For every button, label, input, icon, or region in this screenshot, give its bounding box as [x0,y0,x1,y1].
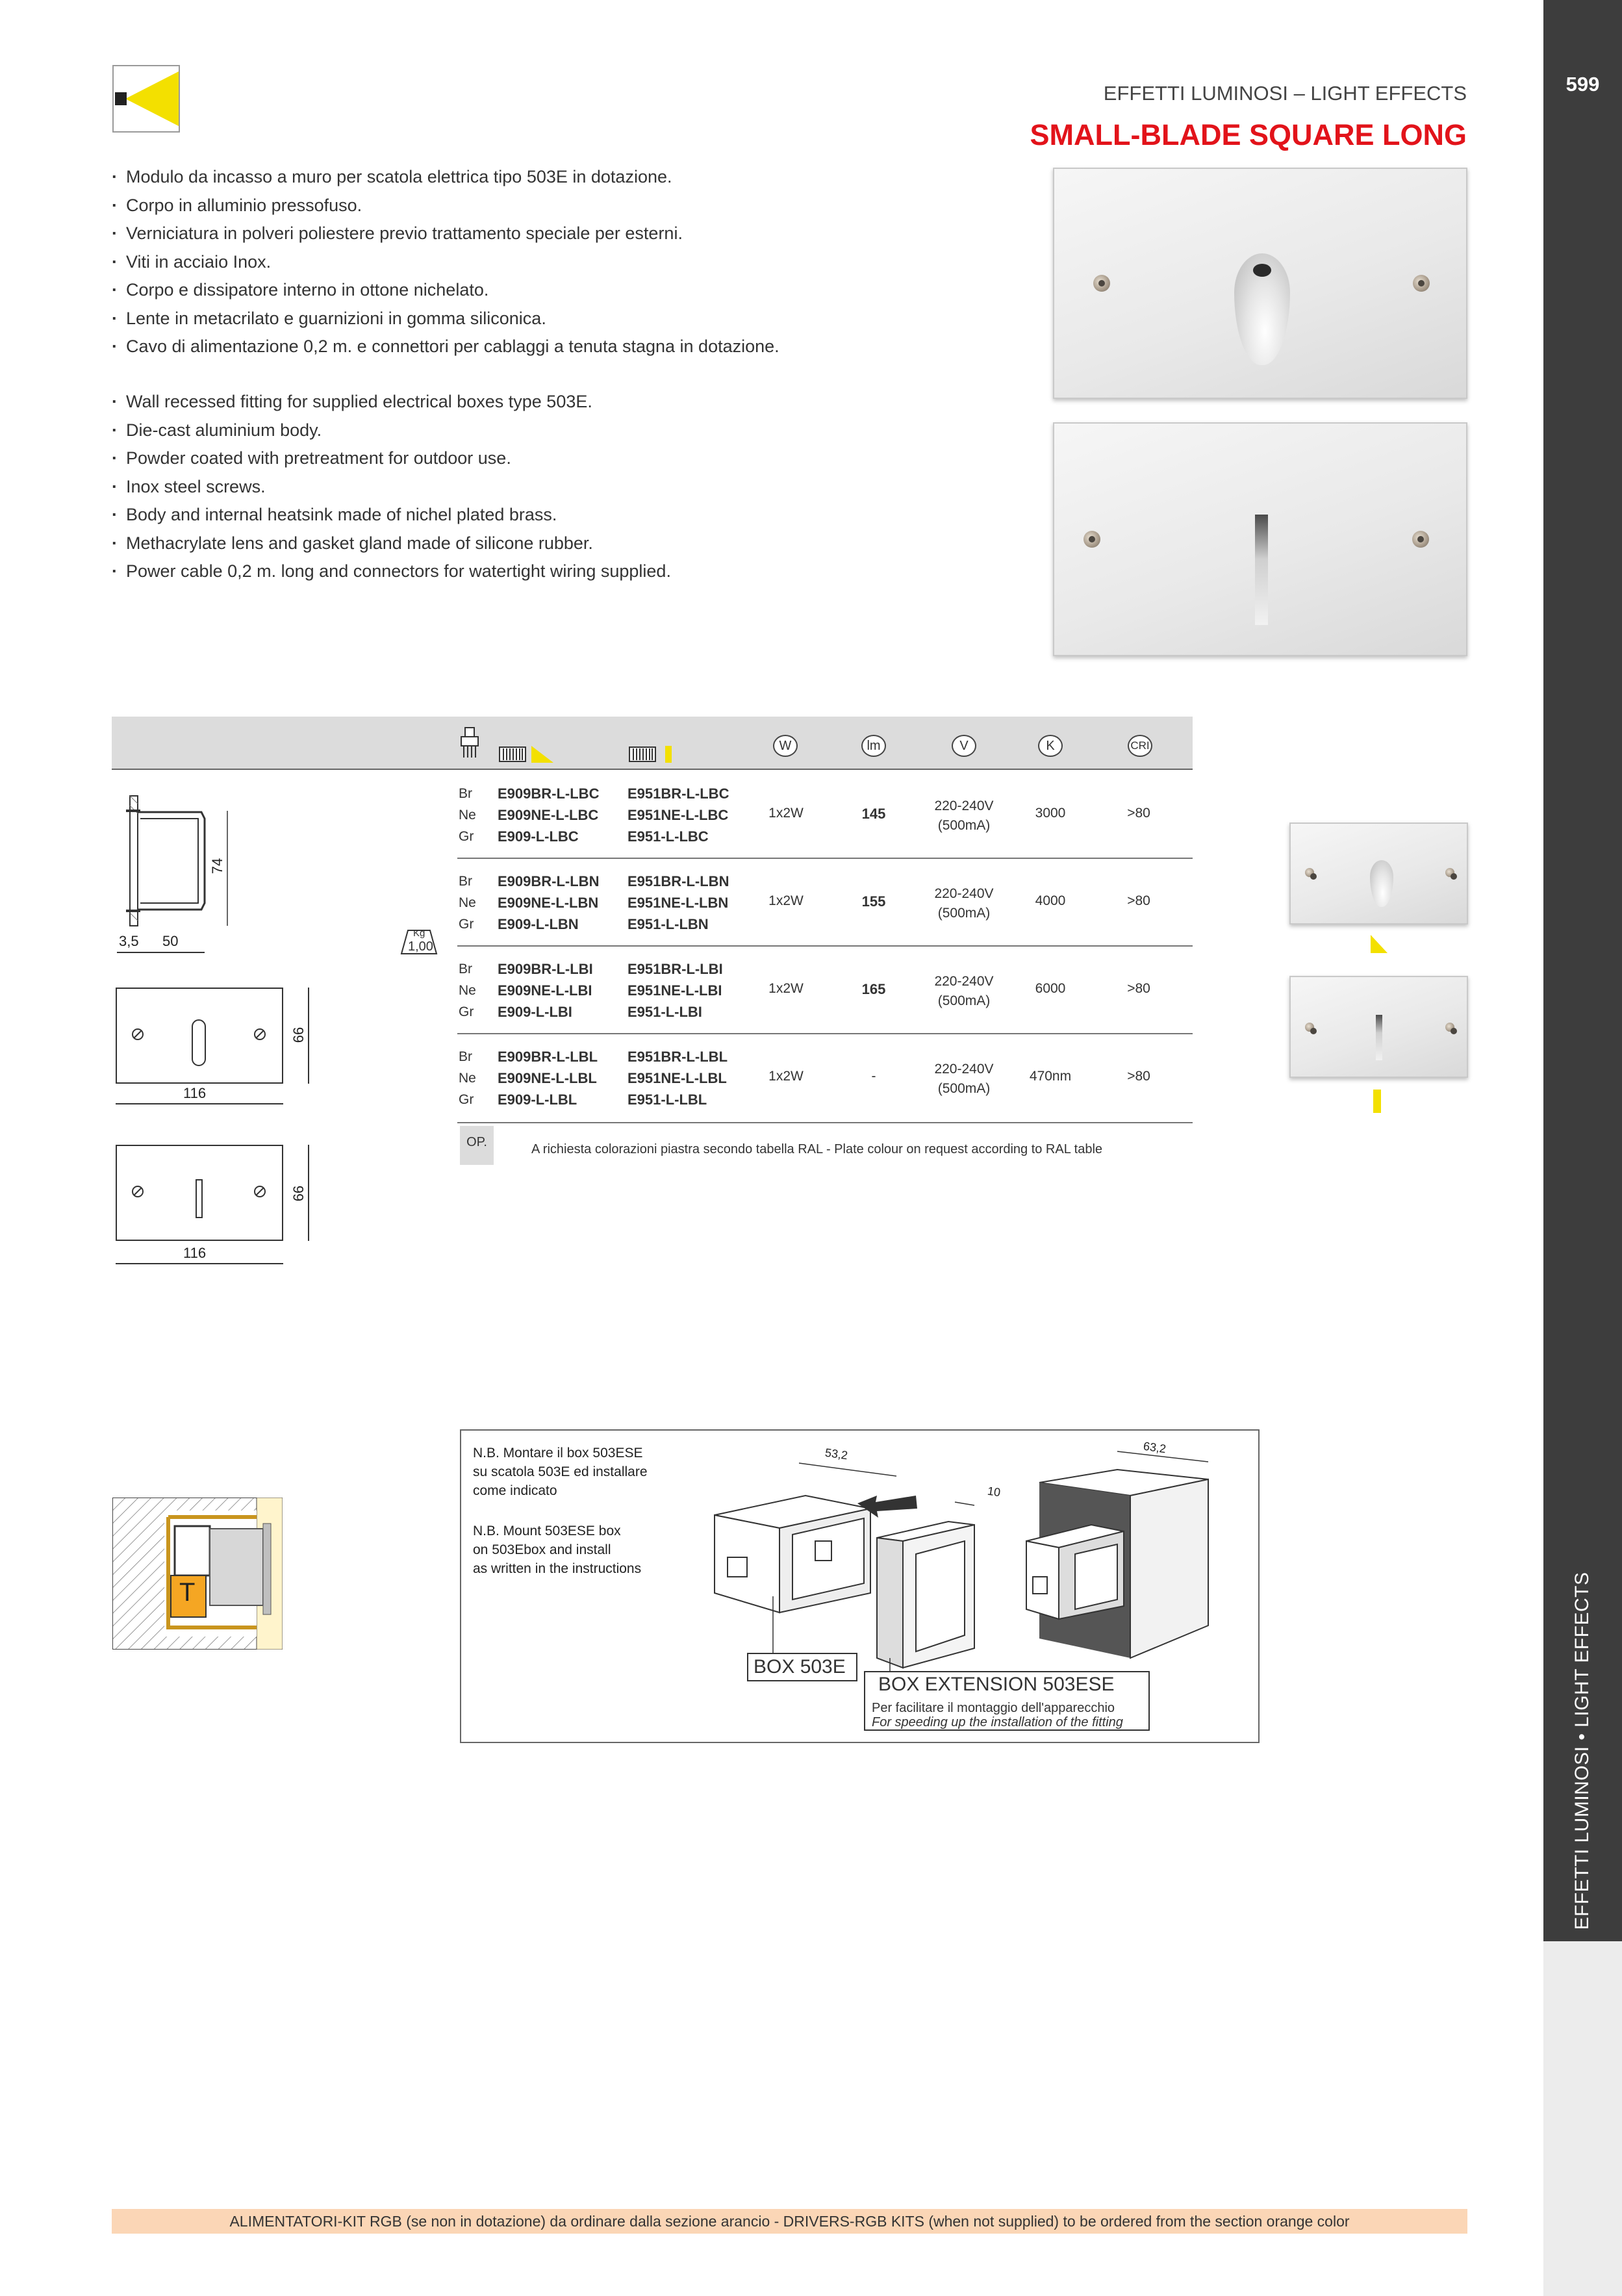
finish-br: Br [459,1049,472,1064]
voltage-value: 220-240V [934,798,994,813]
finish-gr: Gr [459,917,474,932]
feature-item: · Wall recessed fitting for supplied electrical boxes type 503E. [112,388,671,416]
feature-item: · Lente in metacrilato e guarnizioni in gomma siliconica. [112,305,779,333]
kelvin-icon: K [1038,735,1063,757]
feature-item: · Viti in acciaio Inox. [112,248,779,277]
note-it-line: come indicato [473,1483,557,1498]
finish-ne: Ne [459,983,476,998]
watt-icon: W [773,735,798,757]
code-a: E909BR-L-LBL [498,1049,598,1065]
dim-10: 10 [986,1484,1002,1499]
feature-item: · Corpo in alluminio pressofuso. [112,192,779,220]
lumen-icon: lm [861,735,886,757]
small-photo-oval [1289,823,1468,925]
code-a: E909NE-L-LBN [498,895,599,911]
finish-gr: Gr [459,829,474,844]
row-divider [457,1122,1193,1123]
narrow-beam-icon [1373,1090,1381,1113]
features-list-it [112,163,779,361]
watt-value: 1x2W [768,981,804,996]
finish-ne: Ne [459,808,476,823]
feature-item: · Methacrylate lens and gasket gland made of silicone rubber. [112,529,671,558]
section-title: EFFETTI LUMINOSI – LIGHT EFFECTS [1103,82,1467,105]
feature-item: · Modulo da incasso a muro per scatola elettrica tipo 503E in dotazione. [112,163,779,192]
weight-unit: Kg [413,928,425,939]
note-en-line: on 503Ebox and install [473,1542,611,1557]
code-a: E909BR-L-LBC [498,785,600,802]
code-b: E951-L-LBC [627,828,709,845]
section-t-label: T [179,1578,196,1607]
features-list-en [112,388,671,586]
dim-offset: 3,5 [119,933,139,949]
barcode-narrow-icon [629,745,674,767]
feature-item: · Inox steel screws. [112,473,671,502]
table-header-line [112,769,1193,770]
cri-value: >80 [1127,806,1150,821]
finish-ne: Ne [459,1071,476,1086]
lumen-value: 145 [861,806,886,822]
finish-gr: Gr [459,1004,474,1019]
row-divider [457,945,1193,947]
front2-height: 66 [290,1185,307,1202]
installation-note-box [460,1429,1260,1743]
voltage-icon: V [952,735,976,757]
kelvin-value: 6000 [1035,981,1066,996]
op-note: A richiesta colorazioni piastra secondo tabella RAL - Plate colour on request according to RAL table [531,1142,1103,1156]
small-photo-blade [1289,976,1468,1078]
current-value: (500mA) [937,1081,991,1096]
dim-63: 63,2 [1142,1439,1167,1456]
feature-item: · Corpo e dissipatore interno in ottone nichelato. [112,276,779,305]
code-b: E951NE-L-LBC [627,807,729,823]
note-en-line: N.B. Mount 503ESE box [473,1524,621,1538]
product-title: SMALL-BLADE SQUARE LONG [1030,118,1467,151]
feature-item: · Power cable 0,2 m. long and connectors for watertight wiring supplied. [112,557,671,586]
finish-icon [459,726,481,763]
product-photo-blade [1053,422,1467,656]
code-a: E909-L-LBL [498,1091,577,1108]
code-b: E951BR-L-LBN [627,873,729,889]
current-value: (500mA) [937,906,991,921]
kelvin-value: 4000 [1035,893,1066,908]
feature-item: · Body and internal heatsink made of nichel plated brass. [112,501,671,529]
lumen-value: 155 [861,893,886,910]
voltage-value: 220-240V [934,886,994,901]
cri-value: >80 [1127,1069,1150,1084]
watt-value: 1x2W [768,1069,804,1084]
dim-line [117,952,205,953]
light-effect-icon [112,65,180,133]
note-en-line: as written in the instructions [473,1561,642,1576]
code-a: E909NE-L-LBC [498,807,599,823]
code-b: E951BR-L-LBI [627,961,723,977]
dim-53: 53,2 [824,1446,849,1462]
code-b: E951-L-LBL [627,1091,707,1108]
code-b: E951BR-L-LBC [627,785,729,802]
code-a: E909-L-LBI [498,1004,572,1020]
code-a: E909BR-L-LBN [498,873,600,889]
front-drawing-oval [116,988,283,1084]
code-b: E951-L-LBI [627,1004,702,1020]
weight-icon [399,923,439,956]
note-it-line: N.B. Montare il box 503ESE [473,1446,643,1461]
code-b: E951NE-L-LBI [627,982,722,999]
product-photo-oval [1053,168,1467,399]
current-value: (500mA) [937,993,991,1008]
kelvin-value: 470nm [1029,1069,1072,1084]
dim-line [116,1103,283,1104]
voltage-value: 220-240V [934,1062,994,1077]
box-extension-label: BOX EXTENSION 503ESE [878,1674,1115,1695]
dim-line [116,1263,283,1264]
note-it-line: su scatola 503E ed installare [473,1464,648,1479]
box-extension-label-box [864,1671,1150,1731]
cri-icon: CRI [1128,735,1152,757]
finish-gr: Gr [459,1092,474,1107]
side-band-bottom [1543,1941,1622,2296]
finish-ne: Ne [459,895,476,910]
side-section-label: EFFETTI LUMINOSI • LIGHT EFFECTS [1571,1572,1593,1930]
box-503e-label: BOX 503E [747,1653,857,1681]
dim-width: 50 [162,933,179,949]
row-divider [457,1033,1193,1034]
feature-item: · Verniciatura in polveri poliestere previo trattamento speciale per esterni. [112,220,779,248]
code-a: E909BR-L-LBI [498,961,593,977]
code-b: E951-L-LBN [627,916,709,932]
wall-section-drawing [112,1498,283,1650]
code-a: E909NE-L-LBL [498,1070,597,1086]
ext-note-it: Per facilitare il montaggio dell'apparecchio [872,1701,1115,1715]
current-value: (500mA) [937,818,991,833]
feature-item: · Cavo di alimentazione 0,2 m. e connettori per cablaggi a tenuta stagna in dotazione. [112,333,779,361]
finish-br: Br [459,874,472,889]
lumen-value: 165 [861,981,886,997]
dim-depth: 74 [209,858,226,874]
dim-line [308,1145,309,1241]
front1-height: 66 [290,1027,307,1043]
row-divider [457,858,1193,859]
front1-width: 116 [183,1085,207,1101]
front2-width: 116 [183,1245,207,1261]
cri-value: >80 [1127,893,1150,908]
voltage-value: 220-240V [934,974,994,989]
barcode-wide-icon [499,745,557,767]
finish-br: Br [459,962,472,976]
finish-br: Br [459,786,472,801]
watt-value: 1x2W [768,893,804,908]
cri-value: >80 [1127,981,1150,996]
code-b: E951BR-L-LBL [627,1049,728,1065]
kelvin-value: 3000 [1035,806,1066,821]
code-a: E909-L-LBN [498,916,579,932]
watt-value: 1x2W [768,806,804,821]
code-b: E951NE-L-LBL [627,1070,727,1086]
code-a: E909-L-LBC [498,828,579,845]
code-b: E951NE-L-LBN [627,895,729,911]
footer-note: ALIMENTATORI-KIT RGB (se non in dotazione) da ordinare dalla sezione arancio - DRIVERS-RGB KITS (when not supplied) to be ordered from the section orange color [112,2209,1467,2234]
dim-line [308,988,309,1084]
op-label: OP. [460,1126,494,1165]
weight-value: 1,00 [408,939,433,954]
feature-item: · Powder coated with pretreatment for outdoor use. [112,444,671,473]
code-a: E909NE-L-LBI [498,982,592,999]
front-drawing-blade [116,1145,283,1241]
ext-note-en: For speeding up the installation of the fitting [872,1715,1123,1729]
feature-item: · Die-cast aluminium body. [112,416,671,445]
lumen-value: - [871,1069,876,1084]
side-section-drawing [117,793,247,945]
page-number: 599 [1565,73,1600,96]
wide-beam-icon [1368,934,1389,958]
